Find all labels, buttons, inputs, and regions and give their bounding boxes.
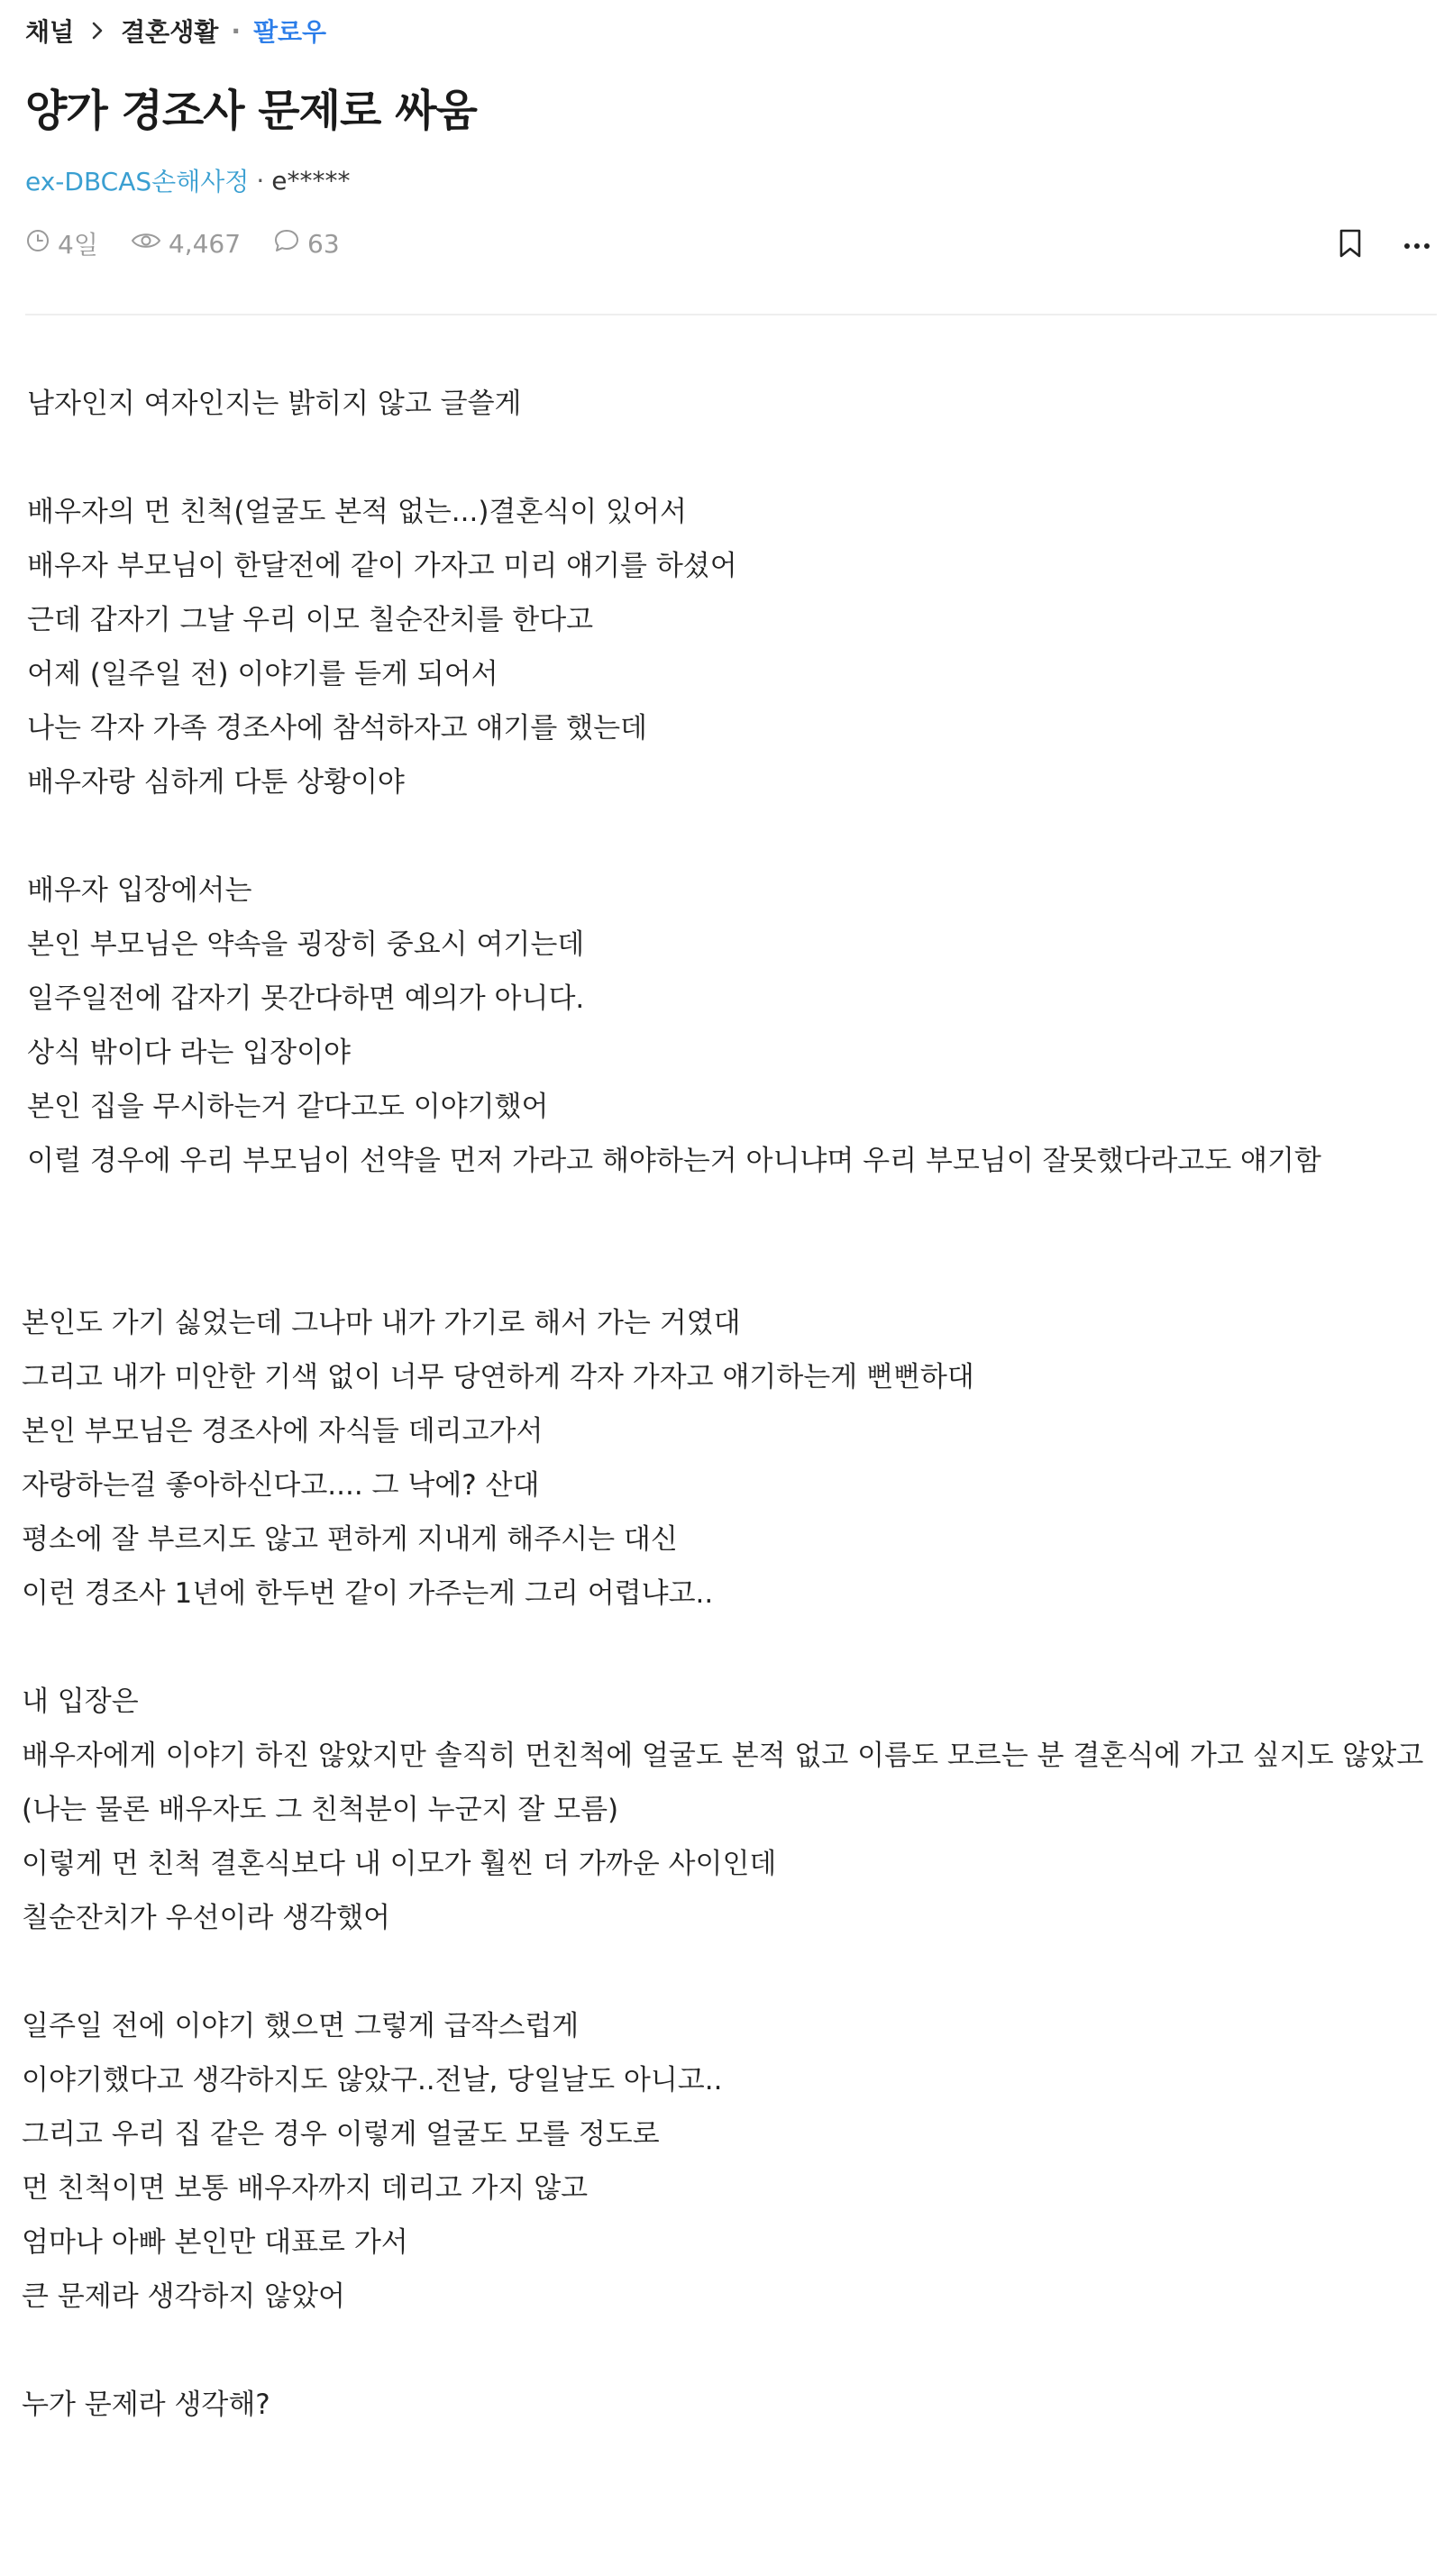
author-name: e*****: [271, 165, 351, 196]
post-body: [0, 377, 1424, 2432]
author-line: [25, 162, 351, 198]
body-line: 상식 밖이다 라는 입장이야: [27, 1037, 351, 1069]
body-line: 배우자랑 심하게 다툰 상황이야: [27, 766, 405, 799]
body-line: 배우자의 먼 친척(얼굴도 본적 없는...)결혼식이 있어서: [27, 496, 687, 528]
breadcrumb-channel[interactable]: 채널: [25, 17, 75, 47]
body-line: 근데 갑자기 그날 우리 이모 칠순잔치를 한다고: [27, 604, 594, 636]
post-actions: [1303, 225, 1437, 265]
body-line: 배우자 입장에서는: [27, 874, 252, 907]
breadcrumb: [25, 11, 326, 50]
speech-bubble-icon: [273, 228, 307, 260]
body-line: 엄마나 아빠 본인만 대표로 가서: [22, 2226, 408, 2259]
body-line: 그리고 우리 집 같은 경우 이렇게 얼굴도 모를 정도로: [22, 2118, 660, 2151]
chevron-right-icon: [90, 20, 105, 41]
author-separator: ·: [256, 165, 265, 196]
meta-time: [25, 225, 98, 261]
more-horizontal-icon: [1403, 237, 1430, 254]
body-line: 자랑하는걸 좋아하신다고.... 그 낙에? 산대: [22, 1469, 540, 1502]
bookmark-button[interactable]: [1330, 225, 1370, 265]
meta-views: [131, 228, 241, 260]
body-line: 나는 각자 가족 경조사에 참석하자고 얘기를 했는데: [27, 712, 647, 744]
meta-comments[interactable]: [273, 228, 340, 260]
body-line: 평소에 잘 부르지도 않고 편하게 지내게 해주시는 대신: [22, 1523, 678, 1556]
body-line: 그리고 내가 미안한 기색 없이 너무 당연하게 각자 가자고 얘기하는게 뻔뻔하대: [22, 1361, 974, 1393]
body-line: 내 입장은: [22, 1685, 139, 1718]
body-line: 본인 집을 무시하는거 같다고도 이야기했어: [27, 1091, 549, 1123]
bookmark-icon: [1339, 228, 1362, 262]
body-line: 먼 친척이면 보통 배우자까지 데리고 가지 않고: [22, 2172, 589, 2205]
body-line: 이런 경조사 1년에 한두번 같이 가주는게 그리 어렵냐고..: [22, 1577, 714, 1610]
breadcrumb-category[interactable]: 결혼생활: [121, 17, 219, 47]
post-title: 양가 경조사 문제로 싸움: [25, 86, 477, 136]
body-line: 누가 문제라 생각해?: [22, 2389, 270, 2421]
more-button[interactable]: [1397, 225, 1437, 265]
author-company[interactable]: ex-DBCAS손해사정: [25, 167, 250, 196]
body-line: 본인도 가기 싫었는데 그나마 내가 가기로 해서 가는 거였대: [22, 1307, 741, 1339]
header-divider: [25, 314, 1437, 315]
body-line: 이야기했다고 생각하지도 않았구..전날, 당일날도 아니고..: [22, 2064, 723, 2096]
body-line: 이렇게 먼 친척 결혼식보다 내 이모가 훨씬 더 가까운 사이인데: [22, 1848, 777, 1880]
body-line: (나는 물론 배우자도 그 친척분이 누군지 잘 모름): [22, 1794, 619, 1826]
follow-button[interactable]: 팔로우: [252, 17, 327, 47]
body-line: 일주일 전에 이야기 했으면 그렇게 급작스럽게: [22, 2010, 580, 2042]
body-line: 일주일전에 갑자기 못간다하면 예의가 아니다.: [27, 982, 585, 1015]
eye-icon: [131, 228, 169, 260]
body-line: 본인 부모님은 약속을 굉장히 중요시 여기는데: [27, 928, 585, 961]
body-line: 배우자에게 이야기 하진 않았지만 솔직히 먼친척에 얼굴도 본적 없고 이름도 모르는 분 결혼식에 가고 싶지도 않았고: [22, 1740, 1424, 1772]
body-line: 어제 (일주일 전) 이야기를 듣게 되어서: [27, 658, 498, 690]
body-line: 큰 문제라 생각하지 않았어: [22, 2280, 345, 2313]
body-line: 남자인지 여자인지는 밝히지 않고 글쓸게: [27, 388, 522, 420]
body-line: 이럴 경우에 우리 부모님이 선약을 먼저 가라고 해야하는거 아니냐며 우리 부모님이 잘못했다라고도 얘기함: [27, 1145, 1321, 1177]
body-line: 배우자 부모님이 한달전에 같이 가자고 미리 얘기를 하셨어: [27, 550, 737, 582]
post-meta: [25, 224, 372, 263]
meta-views-value: 4,467: [168, 228, 242, 259]
meta-comments-value: 63: [307, 228, 340, 259]
body-line: 본인 부모님은 경조사에 자식들 데리고가서: [22, 1415, 544, 1448]
breadcrumb-dot: ·: [231, 15, 241, 46]
body-line: 칠순잔치가 우선이라 생각했어: [22, 1902, 391, 1934]
meta-time-value: 4일: [58, 230, 98, 260]
clock-icon: [25, 228, 58, 260]
